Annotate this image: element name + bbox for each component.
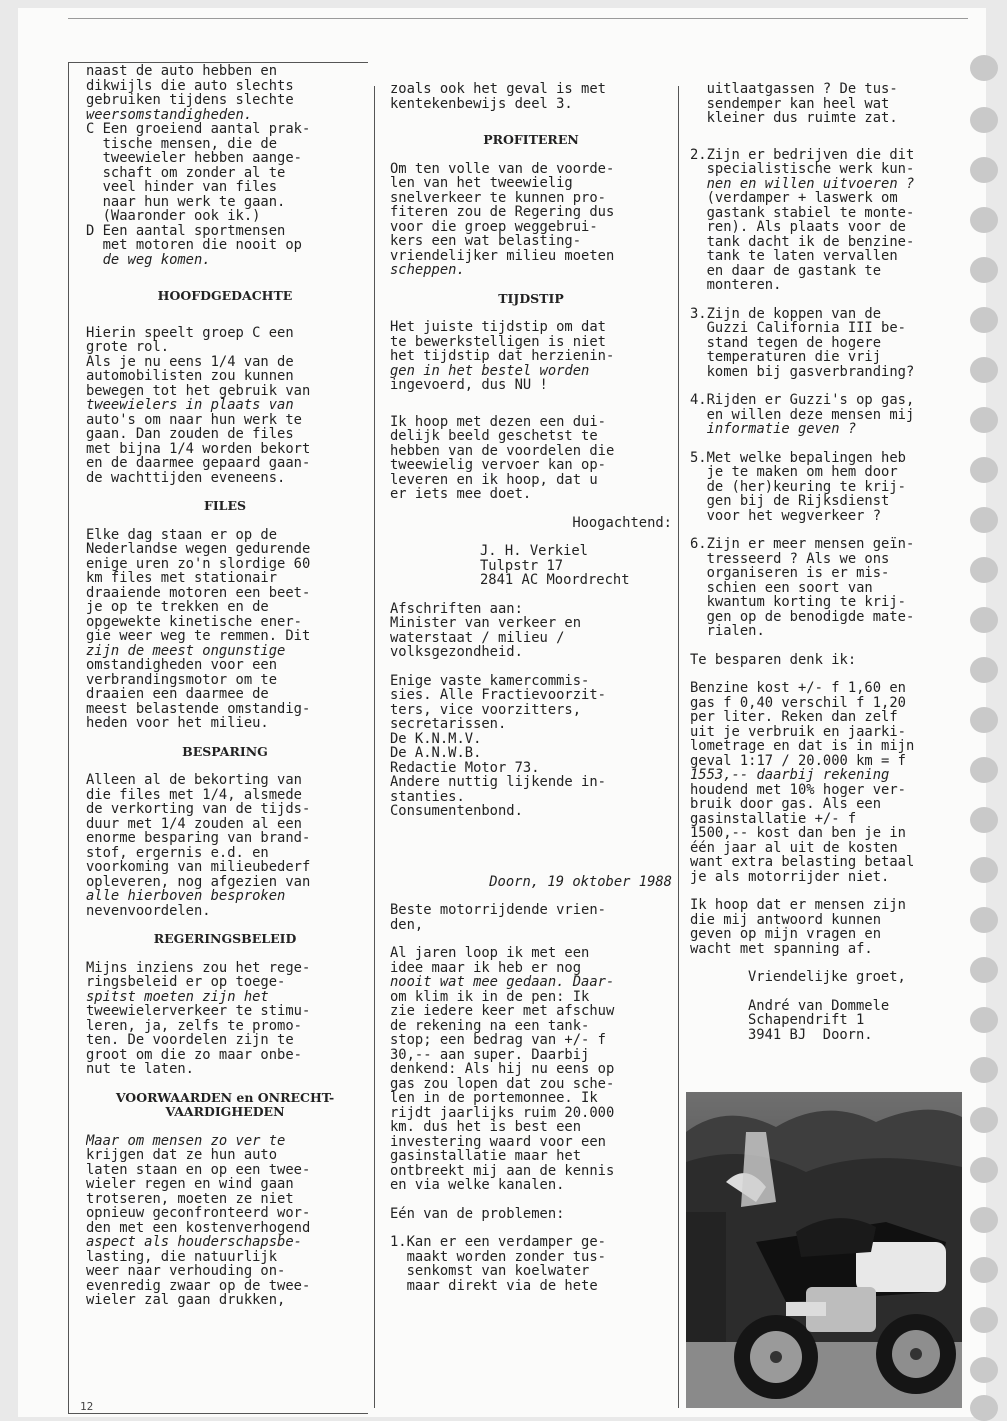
- para-benzine-a: Benzine kost +/- f 1,60 en gas f 0,40 verschil f 1,20 per liter. Reken dan zelf uit je verbruik en jaarki- lometrage en dat is in mijn geval 1:17 / 20.000 km = f: [690, 680, 915, 769]
- left-frame-rule: [68, 62, 69, 1414]
- question-4-a: 4.Rijden er Guzzi's op gas, en willen deze mensen mij: [690, 392, 915, 423]
- para-al-italic: nooit wat mee gedaan. Daar-: [390, 974, 615, 990]
- motorcycle-photo: [686, 1092, 962, 1408]
- para-bespaar: Te besparen denk ik:: [690, 651, 857, 668]
- para-voor-italic-2: aspect als houderschapsbe-: [86, 1234, 302, 1250]
- para-besp-italic: alle hierboven besproken: [86, 888, 286, 904]
- heading-tijdstip: TIJDSTIP: [498, 290, 564, 306]
- para-een-van: Eén van de problemen:: [390, 1205, 565, 1222]
- para-reg-b: tweewielerverkeer te stimu- leren, ja, zelfs te promo- ten. De voordelen zijn te groot om die zo maar onbe- nut te laten.: [86, 1003, 311, 1077]
- question-1: 1.Kan er een verdamper ge- maakt worden zonder tus- senkomst van koelwater maar direkt via de hete: [390, 1234, 606, 1294]
- para-profiteren-italic: scheppen.: [390, 262, 465, 278]
- list-item-d: D Een aantal sportmensen met motoren die nooit op: [86, 222, 302, 253]
- list-item-c: C Een groeiend aantal prak- tische mensen, die de tweewieler hebben aange- schaft om zonder al te veel hinder van files naar hun werk te gaan. (Waaronder ook ik.): [86, 121, 311, 224]
- para-benzine-italic: 1553,-- daarbij rekening: [690, 767, 890, 783]
- intro-text: naast de auto hebben en dikwijls die auto slechts gebruiken tijdens slechte: [86, 64, 294, 108]
- top-frame-rule: [68, 62, 368, 63]
- heading-profiteren: PROFITEREN: [483, 132, 579, 147]
- heading-voorwaarden: VOORWAARDEN en ONRECHT- VAARDIGHEDEN: [115, 1089, 335, 1119]
- question-2-italic: nen en willen uitvoeren ?: [690, 175, 915, 192]
- para-voor-b: lasting, die natuurlijk weer naar verhouding on- evenredig zwaar op de twee- wieler zal gaan drukken,: [86, 1248, 311, 1308]
- page-number: 12: [80, 1400, 94, 1413]
- para-reg-a: Mijns inziens zou het rege- ringsbeleid er op toege-: [86, 959, 311, 990]
- top-rule: [68, 18, 968, 19]
- para-al-b: om klim ik in de pen: Ik zie iedere keer met afschuw de rekening na een tank- stop; een bedrag van +/- f 30,-- aan super. Daarbij denkend: Als hij nu eens op gas zou lopen dat zou sche- len in de portemonnee. Ik rijdt jaarlijks ruim 20.000 km. dus het is best een investering waard voor een gasinstallatie maar het ontbreekt mij aan de kennis en via welke kanalen.: [390, 988, 615, 1193]
- para-benzine-b: houdend met 10% hoger ver- bruik door gas. Als een gasinstallatie +/- f 1500,-- kost dan ben je in één jaar al uit de kosten want extra belasting betaal je als motorrijder niet.: [690, 781, 915, 885]
- binder-holes: [970, 55, 1000, 1415]
- letter-date: Doorn, 19 oktober 1988: [489, 873, 672, 890]
- salutation: Beste motorrijdende vrien- den,: [390, 902, 606, 933]
- para-voor-a: krijgen dat ze hun auto laten staan en op een twee- wieler regen en wind gaan trotseren, moeten ze niet opnieuw geconfronteerd wor- den met een kostenverhogend: [86, 1147, 311, 1236]
- para-files-a: Elke dag staan er op de Nederlandse wegen gedurende enige uren zo'n slordige 60 km files met stationair draaiende motoren een beet- je op te trekken en de opgewekte kinetische ener- gie weer weg te remmen. Dit: [86, 526, 311, 644]
- para-al-a: Al jaren loop ik met een idee maar ik heb er nog: [390, 945, 590, 976]
- para-top: uitlaatgassen ? De tus- sendemper kan heel wat kleiner dus ruimte zat.: [706, 82, 898, 126]
- heading-besparing: BESPARING: [182, 743, 268, 759]
- para-hoofd-a: Hierin speelt groep C een grote rol. Als je nu eens 1/4 van de automobilisten zou kunnen bewegen tot het gebruik van: [86, 324, 311, 399]
- para-besp-b: nevenvoordelen.: [86, 902, 211, 919]
- para-tijd-b: ingevoerd, dus NU !: [390, 377, 548, 393]
- para-files-italic: zijn de meest ongunstige: [86, 642, 286, 659]
- question-2-a: 2.Zijn er bedrijven die dit specialistische werk kun-: [690, 146, 915, 177]
- list-item-d-italic: de weg komen.: [86, 251, 211, 268]
- para-profiteren: Om ten volle van de voorde- len van het tweewielig snelverkeer te kunnen pro- fiteren zou de Regering dus voor die groep weggebrui- kers een wat belasting- vriendelijker milieu moeten: [390, 160, 615, 264]
- intro-italic: weersomstandigheden.: [86, 106, 253, 123]
- para-hoofd-b: auto's om naar hun werk te gaan. Dan zouden de files met bijna 1/4 worden bekort en de daarmee gepaard gaan- de wachttijden eveneens.: [86, 411, 311, 486]
- para-top: zoals ook het geval is met kentekenbewijs deel 3.: [390, 82, 606, 112]
- para-besp-a: Alleen al de bekorting van die files met 1/4, alsmede de verkorting van de tijds- duur met 1/4 zouden al een enorme besparing van brand- stof, ergernis e.d. en voorkoming van milieubederf opleveren, nog afgezien van: [86, 772, 311, 890]
- column-rule-2: [678, 86, 679, 1408]
- column-2: [390, 82, 672, 1417]
- heading-hoofdgedachte: HOOFDGEDACHTE: [157, 288, 293, 303]
- para-hoop: Ik hoop dat er mensen zijn die mij antwoord kunnen geven op mijn vragen en wacht met spanning af.: [690, 897, 906, 957]
- question-6: 6.Zijn er meer mensen geïn- tresseerd ? Als we ons organiseren is er mis- schien een soort van kwantum korting te krij- gen op de benodigde mate- rialen.: [690, 536, 915, 639]
- para-enige: Enige vaste kamercommis- sies. Alle Fractievoorzit- ters, vice voorzitters, secretarissen. De K.N.M.V. De A.N.W.B. Redactie Motor 73. Andere nuttig lijkende in- stanties. Consumentenbond.: [390, 672, 606, 819]
- closing-hoogachtend: Hoogachtend:: [572, 514, 672, 531]
- question-5: 5.Met welke bepalingen heb je te maken om hem door de (her)keuring te krij- gen bij de Rijksdienst voor het wegverkeer ?: [690, 449, 906, 524]
- sender-address: J. H. Verkiel Tulpstr 17 2841 AC Moordrecht: [480, 543, 630, 588]
- para-afschriften: Afschriften aan: Minister van verkeer en waterstaat / milieu / volksgezondheid.: [390, 600, 582, 660]
- author-address: André van Dommele Schapendrift 1 3941 BJ Doorn.: [748, 997, 890, 1043]
- para-voor-italic: Maar om mensen zo ver te: [86, 1132, 286, 1149]
- closing-groet: Vriendelijke groet,: [748, 969, 906, 985]
- para-hoop: Ik hoop met dezen een dui- delijk beeld geschetst te hebben van de voordelen die tweewielig vervoer kan op- leveren en ik hoop, dat u er iets mee doet.: [390, 413, 615, 502]
- column-rule-1: [374, 86, 375, 1408]
- question-4-italic: informatie geven ?: [690, 421, 857, 437]
- para-tijd-a: Het juiste tijdstip om dat te bewerkstelligen is niet het tijdstip dat herzienin-: [390, 319, 615, 364]
- para-files-b: omstandigheden voor een verbrandingsmotor om te draaien een daarmee de meest belastende omstandig- heden voor het milieu.: [86, 657, 311, 731]
- heading-files: FILES: [203, 498, 247, 513]
- heading-regeringsbeleid: REGERINGSBELEID: [153, 931, 297, 946]
- question-2-b: (verdamper + laswerk om gastank stabiel te monte- ren). Als plaats voor de tank dacht ik de benzine- tank te laten vervallen en daar de gastank te monteren.: [706, 190, 915, 293]
- question-3: 3.Zijn de koppen van de Guzzi California III be- stand tegen de hogere temperaturen die vrij komen bij gasverbranding?: [690, 305, 915, 380]
- para-reg-italic: spitst moeten zijn het: [86, 988, 269, 1005]
- para-tijd-italic: gen in het bestel worden: [390, 362, 590, 379]
- para-hoofd-italic: tweewielers in plaats van: [86, 397, 294, 413]
- column-1: [86, 64, 364, 1417]
